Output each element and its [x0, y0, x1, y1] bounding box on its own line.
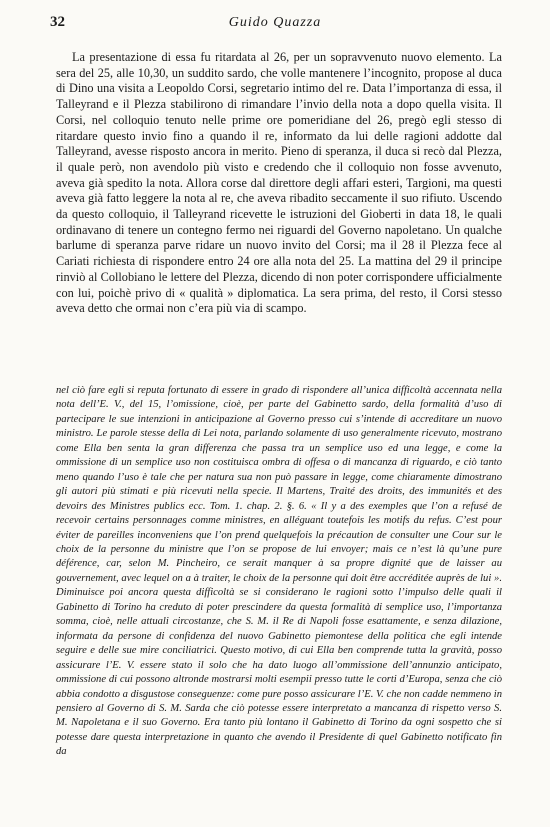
body-paragraph: La presentazione di essa fu ritardata al 26, per un sopravvenuto nuovo elemento. La sera del 25, alle 10,30, un suddito sardo, che volle mantenere l’incognito, propose al duca di Dino una visita a Leopoldo Corsi, segretario intimo del re. Data l’importanza di essa, il Talleyrand e il Plezza stabilirono di rimandare l’invio della nota a dopo quella visita. Il Corsi, nel colloquio tenuto nelle prime ore pomeridiane del 26, pregò egli stesso di ritardare questo invio fino a quando il re, informato da lui delle ragioni addotte dal Talleyrand, avesse risposto ancora in merito. Pieno di speranza, il duca si recò dal Plezza, il quale però, non avendolo più visto e credendo che il colloquio non fosse avvenuto, aveva già spedito la nota. Allora corse dal direttore degli affari esteri, Targioni, ma questi aveva già fatto leggere la nota al re, che aveva ribadito seccamente il suo rifiuto. Uscendo da questo colloquio, il Talleyrand ricevette le istruzioni del Gioberti in data 18, le quali ordinavano di tenere un contegno fermo nei riguardi del Governo napoletano. Un qualche barlume di speranza parve ridare un nuovo invito del Corsi; ma il 28 il Plezza fece al Cariati richiesta di rispondere entro 24 ore alla nota del 25. La mattina del 29 il principe rinviò al Collobiano le lettere del Plezza, dicendo di non poter corrispondere ufficialmente con lui, poichè privo di « qualità » diplomatica. La sera prima, del resto, il Corsi stesso aveva detto che ormai non c’era più via di scampo.: [56, 50, 502, 316]
footnote-text: nel ciò fare egli si reputa fortunato di essere in grado di rispondere all’unica difficoltà accennata nella nota dell’E. V., del 15, l’omissione, cioè, per parte del Gabinetto sardo, della formalità d’uso di partecipare le sue intenzioni in anticipazione al Governo presso cui s’intende di accreditare un nuovo ministro. Le parole stesse della di Lei nota, parlando solamente di uso generalmente ricevuto, mostrano come Ella ben senta la gran differenza che passa tra un semplice uso ed una legge, e come la ommissione di un semplice uso non costituisca ombra di offesa o di mancanza di riguardo, e ciò tanto meno quando l’uso è tale che per natura sua non può passare in legge, come chiaramente dimostrano gli autori più stimati e più ricevuti nella specie. Il Martens, Traité des droits, des immunités et des devoirs des Ministres publics ecc. Tom. 1. chap. 2. §. 6. « Il y a des exemples que l’on a refusé de recevoir certains personnages comme ministres, en alléguant toutefois les motifs du refus. C’est pour éviter de pareilles inconveniens que l’on prend quelquefois la précaution de consulter une Cour sur le choix de la personne du ministre que l’on se propose de lui envoyer; mais ce n’est là qu’une pure déférence, car, selon M. Pincheiro, ce serait manquer à sa propre dignité que de laisser au gouvernement, avec lequel on a à traiter, le choix de la personne qui doit être accréditée auprès de lui ». Diminuisce poi ancora questa difficoltà se si considerano le ragioni sotto l’impulso delle quali il Gabinetto di Torino ha creduto di poter prescindere da questa formalità di semplice uso, l’importanza somma, cioè, nelle attuali circostanze, che S. M. il Re di Napoli fosse esattamente, e senza dilazione, informata da persone di confidenza del nuovo Gabinetto piemontese della politica che egli intende seguire e delle sue mire conciliatrici. Questo motivo, di cui Ella ben comprende tutta la gravità, posso assicurare l’E. V. essere stato il solo che ha dato luogo all’ommissione dell’annunzio anticipato, ommissione di cui possono altronde mostrarsi molti esempii presso tutte le corti d’Europa, senza che ciò abbia condotto a disgustose conseguenze: come pure posso assicurare l’E. V. che non cadde nemmeno in pensiero al Governo di S. M. Sarda che ciò potesse essere interpretato a mancanza di rispetto verso S. M. Napoletana e il suo Governo. Era tanto più lontano il Gabinetto di Torino da ogni sospetto che si potesse dare questa interpretazione in quanto che avendo il Presidente di quel Gabinetto notificato fin da: [56, 385, 502, 758]
page-header: [50, 14, 500, 34]
page-number: 32: [50, 14, 65, 30]
running-head: Guido Quazza: [228, 15, 322, 30]
